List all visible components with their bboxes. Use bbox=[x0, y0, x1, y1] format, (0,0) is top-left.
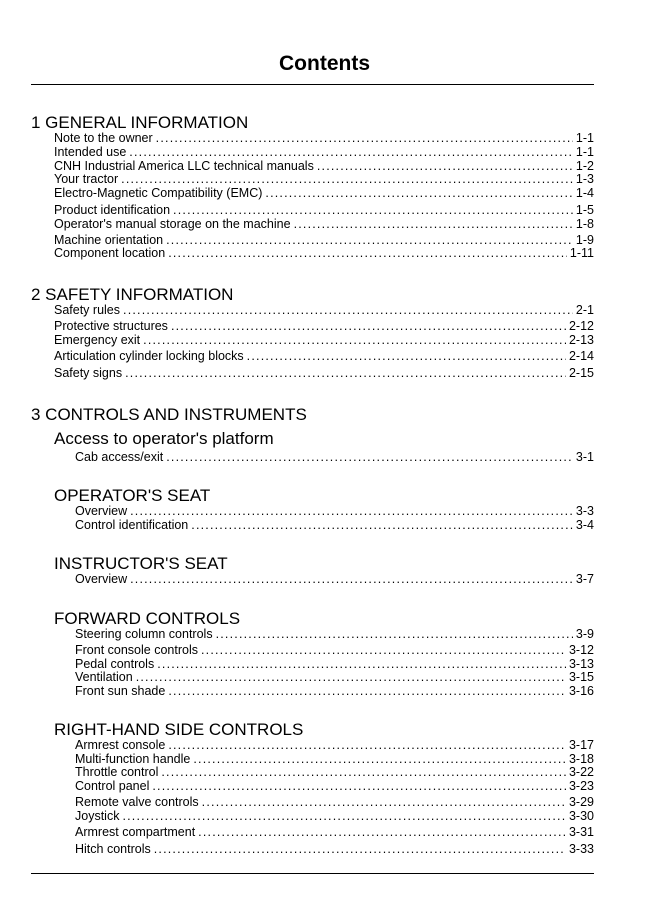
toc-entry-page: 3-7 bbox=[575, 572, 594, 586]
toc-entry-page: 2-14 bbox=[568, 349, 594, 363]
toc-entry-label: Cab access/exit bbox=[75, 450, 164, 464]
toc-entry[interactable] bbox=[75, 657, 594, 671]
toc-entry[interactable] bbox=[54, 159, 594, 173]
chapter-heading-controls-and-instruments: 3 CONTROLS AND INSTRUMENTS bbox=[31, 405, 307, 424]
toc-entry[interactable] bbox=[75, 842, 594, 856]
toc-entry-label: Control panel bbox=[75, 779, 150, 793]
toc-entry-page: 2-1 bbox=[575, 303, 594, 317]
dot-leader bbox=[198, 825, 566, 839]
toc-entry-label: Articulation cylinder locking blocks bbox=[54, 349, 244, 363]
toc-entry-page: 3-9 bbox=[575, 627, 594, 641]
toc-entry-page: 3-33 bbox=[568, 842, 594, 856]
toc-entry-label: Component location bbox=[54, 246, 166, 260]
toc-entry-page: 3-15 bbox=[568, 670, 594, 684]
dot-leader bbox=[157, 657, 566, 671]
toc-entry-label: Armrest console bbox=[75, 738, 166, 752]
dot-leader bbox=[130, 572, 573, 586]
section-heading-access-to-operators-platform: Access to operator's platform bbox=[54, 429, 274, 448]
toc-entry[interactable] bbox=[75, 643, 594, 657]
toc-entry-label: Overview bbox=[75, 572, 128, 586]
toc-entry-label: Product identification bbox=[54, 203, 171, 217]
toc-entry-page: 1-8 bbox=[575, 217, 594, 231]
toc-entry-label: Armrest compartment bbox=[75, 825, 196, 839]
dot-leader bbox=[130, 504, 573, 518]
dot-leader bbox=[317, 159, 573, 173]
dot-leader bbox=[265, 186, 573, 200]
toc-entry-page: 3-29 bbox=[568, 795, 594, 809]
toc-entry-page: 3-13 bbox=[568, 657, 594, 671]
toc-entry-page: 2-12 bbox=[568, 319, 594, 333]
chapter-heading-general-information: 1 GENERAL INFORMATION bbox=[31, 113, 249, 132]
toc-entry-label: Hitch controls bbox=[75, 842, 151, 856]
section-heading-operators-seat: OPERATOR'S SEAT bbox=[54, 486, 211, 505]
dot-leader bbox=[191, 518, 573, 532]
section-heading-forward-controls: FORWARD CONTROLS bbox=[54, 609, 241, 628]
toc-entry[interactable] bbox=[54, 333, 594, 347]
toc-entry[interactable] bbox=[75, 809, 594, 823]
dot-leader bbox=[201, 643, 566, 657]
dot-leader bbox=[125, 366, 566, 380]
dot-leader bbox=[152, 779, 566, 793]
dot-leader bbox=[216, 627, 573, 641]
toc-entry-page: 3-12 bbox=[568, 643, 594, 657]
toc-entry[interactable] bbox=[75, 504, 594, 518]
toc-entry[interactable] bbox=[54, 366, 594, 380]
toc-entry-page: 3-1 bbox=[575, 450, 594, 464]
dot-leader bbox=[122, 809, 566, 823]
dot-leader bbox=[202, 795, 566, 809]
toc-entry-label: Intended use bbox=[54, 145, 127, 159]
toc-entry-page: 3-3 bbox=[575, 504, 594, 518]
dot-leader bbox=[168, 684, 566, 698]
toc-entry[interactable] bbox=[54, 131, 594, 145]
toc-entry[interactable] bbox=[75, 752, 594, 766]
toc-entry-label: Remote valve controls bbox=[75, 795, 199, 809]
toc-entry[interactable] bbox=[54, 349, 594, 363]
toc-entry-page: 1-5 bbox=[575, 203, 594, 217]
toc-entry-label: Emergency exit bbox=[54, 333, 141, 347]
toc-entry-label: Multi-function handle bbox=[75, 752, 191, 766]
dot-leader bbox=[143, 333, 566, 347]
toc-entry-page: 3-30 bbox=[568, 809, 594, 823]
toc-entry-page: 2-15 bbox=[568, 366, 594, 380]
toc-entry-label: Protective structures bbox=[54, 319, 168, 333]
toc-entry-page: 1-2 bbox=[575, 159, 594, 173]
toc-entry-label: Front sun shade bbox=[75, 684, 166, 698]
toc-entry[interactable] bbox=[54, 319, 594, 333]
dot-leader bbox=[166, 233, 573, 247]
toc-entry-label: Joystick bbox=[75, 809, 120, 823]
toc-entry-label: Note to the owner bbox=[54, 131, 153, 145]
page-title: Contents bbox=[279, 52, 370, 75]
dot-leader bbox=[168, 246, 567, 260]
toc-entry-label: Ventilation bbox=[75, 670, 133, 684]
toc-entry[interactable] bbox=[54, 203, 594, 217]
toc-entry-page: 2-13 bbox=[568, 333, 594, 347]
toc-entry[interactable] bbox=[75, 684, 594, 698]
dot-leader bbox=[294, 217, 573, 231]
toc-entry-page: 3-18 bbox=[568, 752, 594, 766]
toc-entry-label: Your tractor bbox=[54, 172, 119, 186]
toc-entry[interactable] bbox=[75, 765, 594, 779]
section-heading-right-hand-side-controls: RIGHT-HAND SIDE CONTROLS bbox=[54, 720, 304, 739]
toc-entry[interactable] bbox=[75, 450, 594, 464]
toc-entry-page: 1-9 bbox=[575, 233, 594, 247]
toc-entry-page: 3-4 bbox=[575, 518, 594, 532]
dot-leader bbox=[154, 842, 566, 856]
toc-entry[interactable] bbox=[54, 172, 594, 186]
toc-entry[interactable] bbox=[54, 186, 594, 200]
dot-leader bbox=[193, 752, 566, 766]
toc-entry-label: Machine orientation bbox=[54, 233, 164, 247]
chapter-heading-safety-information: 2 SAFETY INFORMATION bbox=[31, 285, 234, 304]
dot-leader bbox=[173, 203, 573, 217]
toc-entry-label: Overview bbox=[75, 504, 128, 518]
toc-entry[interactable] bbox=[54, 246, 594, 260]
toc-entry[interactable] bbox=[75, 795, 594, 809]
dot-leader bbox=[247, 349, 566, 363]
dot-leader bbox=[166, 450, 573, 464]
toc-entry[interactable] bbox=[75, 738, 594, 752]
toc-entry-label: Steering column controls bbox=[75, 627, 213, 641]
dot-leader bbox=[136, 670, 566, 684]
toc-entry[interactable] bbox=[54, 303, 594, 317]
toc-entry-label: Pedal controls bbox=[75, 657, 155, 671]
dot-leader bbox=[123, 303, 573, 317]
toc-entry[interactable] bbox=[54, 145, 594, 159]
toc-entry-page: 1-4 bbox=[575, 186, 594, 200]
toc-entry[interactable] bbox=[75, 825, 594, 839]
toc-entry-label: Safety signs bbox=[54, 366, 123, 380]
toc-entry-label: Safety rules bbox=[54, 303, 121, 317]
toc-entry-label: Front console controls bbox=[75, 643, 198, 657]
toc-entry-page: 3-22 bbox=[568, 765, 594, 779]
dot-leader bbox=[161, 765, 566, 779]
top-divider bbox=[31, 84, 594, 85]
toc-entry[interactable] bbox=[75, 779, 594, 793]
dot-leader bbox=[171, 319, 566, 333]
toc-entry-page: 3-16 bbox=[568, 684, 594, 698]
toc-entry-page: 3-17 bbox=[568, 738, 594, 752]
toc-entry-page: 1-1 bbox=[575, 145, 594, 159]
dot-leader bbox=[121, 172, 573, 186]
section-heading-instructors-seat: INSTRUCTOR'S SEAT bbox=[54, 554, 228, 573]
toc-entry-label: Operator's manual storage on the machine bbox=[54, 217, 291, 231]
toc-entry[interactable] bbox=[75, 572, 594, 586]
toc-entry-page: 1-1 bbox=[575, 131, 594, 145]
toc-entry-label: Electro-Magnetic Compatibility (EMC) bbox=[54, 186, 263, 200]
toc-entry-page: 3-31 bbox=[568, 825, 594, 839]
toc-entry[interactable] bbox=[75, 670, 594, 684]
toc-entry-page: 3-23 bbox=[568, 779, 594, 793]
toc-entry-page: 1-3 bbox=[575, 172, 594, 186]
toc-entry[interactable] bbox=[75, 627, 594, 641]
dot-leader bbox=[168, 738, 566, 752]
dot-leader bbox=[156, 131, 573, 145]
toc-entry-label: CNH Industrial America LLC technical manuals bbox=[54, 159, 314, 173]
toc-entry-label: Throttle control bbox=[75, 765, 159, 779]
toc-entry-page: 1-11 bbox=[569, 246, 594, 260]
dot-leader bbox=[129, 145, 573, 159]
toc-entry[interactable] bbox=[54, 217, 594, 231]
toc-entry[interactable] bbox=[75, 518, 594, 532]
toc-entry-label: Control identification bbox=[75, 518, 189, 532]
toc-entry[interactable] bbox=[54, 233, 594, 247]
bottom-divider bbox=[31, 873, 594, 874]
